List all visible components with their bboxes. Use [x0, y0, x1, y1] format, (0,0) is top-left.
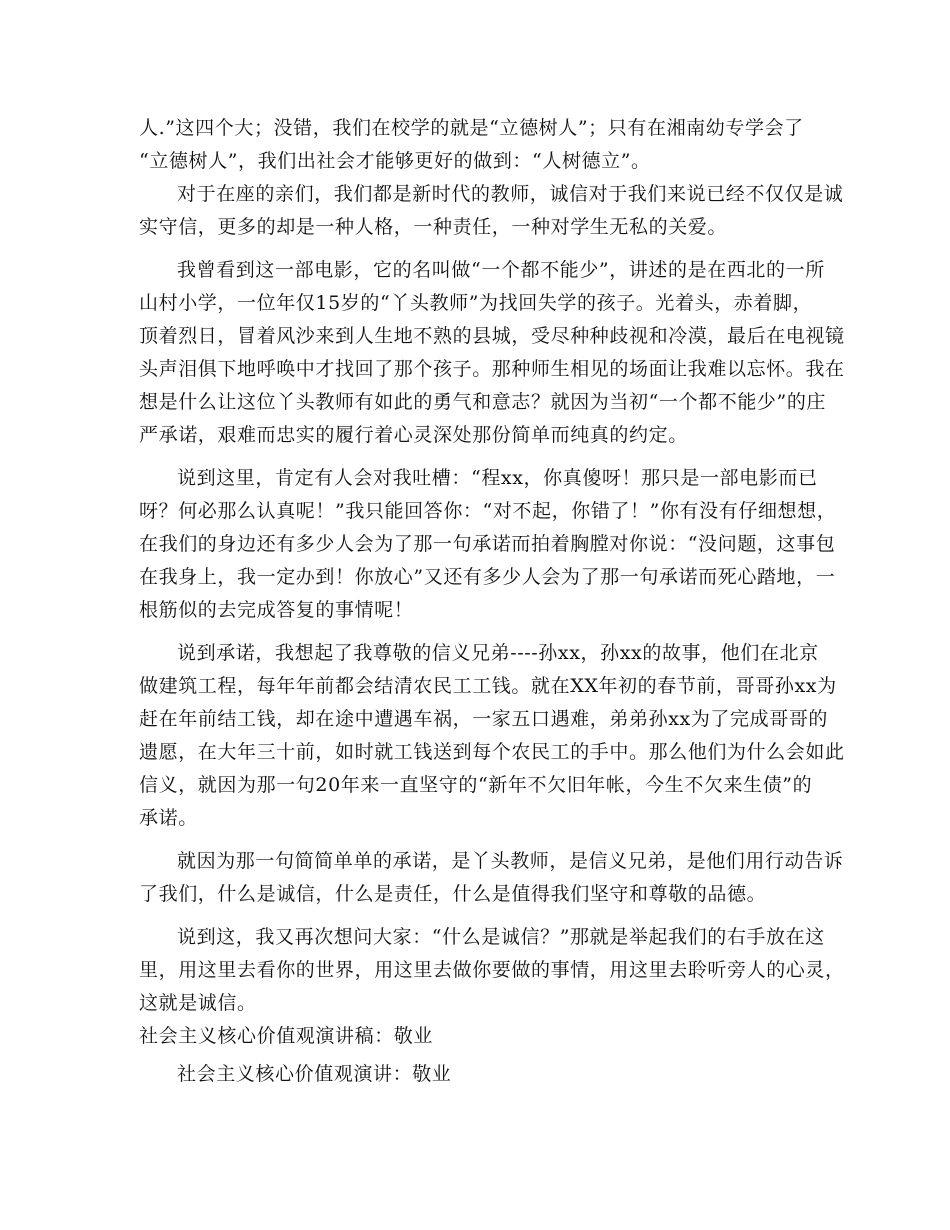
text-line: 实守信，更多的却是一种人格，一种责任，一种对学生无私的关爱。	[139, 216, 728, 238]
text-line: 想是什么让这位丫头教师有如此的勇气和意志？就因为当初“一个都不能少”的庄	[139, 391, 827, 413]
text-line: 了我们，什么是诚信，什么是责任，什么是值得我们坚守和尊敬的品德。	[139, 883, 767, 905]
text-line: 做建筑工程，每年年前都会结清农民工工钱。就在XX年初的春节前，哥哥孙xx为	[139, 675, 837, 697]
text-line: 根筋似的去完成答复的事情呢！	[139, 599, 414, 621]
text-line: 信义，就因为那一句20年来一直坚守的“新年不欠旧年帐，今生不欠来生债”的	[139, 774, 813, 796]
paragraph-start: 说到这，我又再次想问大家：“什么是诚信？”那就是举起我们的右手放在这	[177, 926, 825, 948]
paragraph-start: 就因为那一句简简单单的承诺，是丫头教师，是信义兄弟，是他们用行动告诉	[177, 850, 844, 872]
paragraph-start: 说到这里，肯定有人会对我吐槽：“程xx，你真傻呀！那只是一部电影而已	[177, 467, 818, 489]
section-heading: 社会主义核心价值观演讲稿：敬业	[139, 1025, 434, 1047]
text-line: 呀？何必那么认真呢！”我只能回答你：“对不起，你错了！”你有没有仔细想想，	[139, 500, 837, 522]
text-line: 赶在年前结工钱，却在途中遭遇车祸，一家五口遇难，弟弟孙xx为了完成哥哥的	[139, 708, 829, 730]
text-line: 承诺。	[139, 807, 198, 829]
text-line: 遗愿，在大年三十前，如时就工钱送到每个农民工的手中。那么他们为什么会如此	[139, 741, 845, 763]
text-line: 这就是诚信。	[139, 992, 257, 1014]
paragraph-start: 我曾看到这一部电影，它的名叫做“一个都不能少”，讲述的是在西北的一所	[177, 259, 825, 281]
text-line: 人.”这四个大；没错，我们在校学的就是“立德树人”；只有在湘南幼专学会了	[139, 117, 804, 139]
text-line: 顶着烈日，冒着风沙来到人生地不熟的县城，受尽种种歧视和冷漠，最后在电视镜	[139, 325, 845, 347]
section-subheading: 社会主义核心价值观演讲：敬业	[177, 1063, 452, 1085]
text-line: 头声泪俱下地呼唤中才找回了那个孩子。那种师生相见的场面让我难以忘怀。我在	[139, 358, 845, 380]
text-line: 严承诺，艰难而忠实的履行着心灵深处那份简单而纯真的约定。	[139, 424, 688, 446]
paragraph-start: 说到承诺，我想起了我尊敬的信义兄弟----孙xx，孙xx的故事，他们在北京	[177, 642, 819, 664]
text-line: 里，用这里去看你的世界，用这里去做你要做的事情，用这里去聆听旁人的心灵，	[139, 959, 845, 981]
paragraph-start: 对于在座的亲们，我们都是新时代的教师，诚信对于我们来说已经不仅仅是诚	[177, 183, 844, 205]
text-line: “立德树人”，我们出社会才能够更好的做到：“人树德立”。	[139, 150, 651, 172]
text-line: 在我身上，我一定办到！你放心”又还有多少人会为了那一句承诺而死心踏地，一	[139, 566, 836, 588]
text-line: 山村小学，一位年仅15岁的“丫头教师”为找回失学的孩子。光着头，赤着脚，	[139, 292, 813, 314]
text-line: 在我们的身边还有多少人会为了那一句承诺而拍着胸膛对你说：“没问题，这事包	[139, 533, 836, 555]
